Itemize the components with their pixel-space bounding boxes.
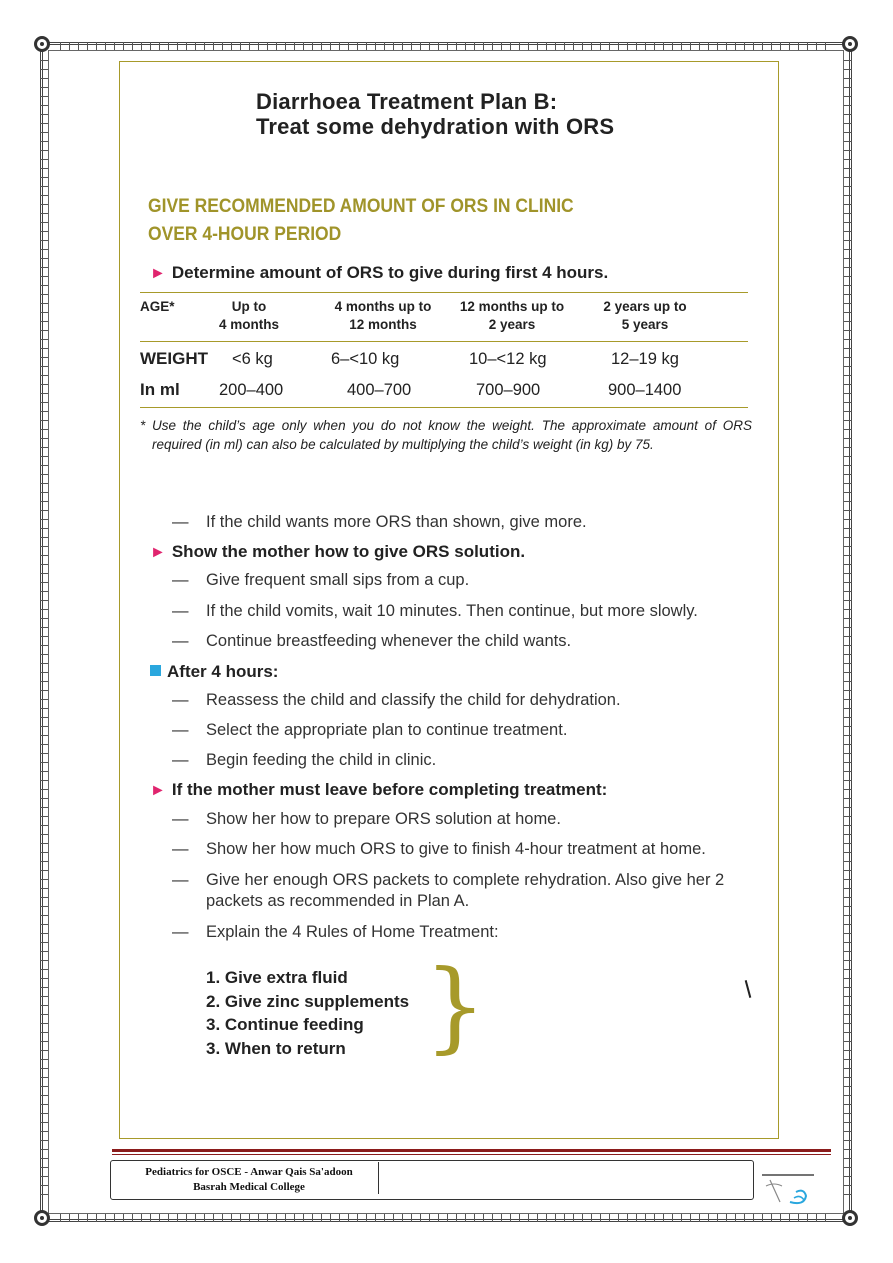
footer-rule-thin — [112, 1154, 831, 1155]
list-item-text: Begin feeding the child in clinic. — [206, 751, 437, 769]
arrow-right-icon: ► — [150, 265, 166, 282]
border-dash-right — [844, 60, 852, 1203]
header-text: 2 years — [488, 317, 536, 332]
list-item-text: Show her how to prepare ORS solution at home. — [206, 810, 561, 828]
table-header-col3 — [450, 298, 574, 334]
list-item — [172, 570, 752, 591]
list-item — [172, 631, 752, 652]
table-header-col4 — [590, 298, 700, 334]
list-item-text: If the child vomits, wait 10 minutes. Then continue, but more slowly. — [206, 602, 698, 620]
curly-brace-icon: } — [424, 950, 487, 1064]
dash-bullet: — — [172, 810, 189, 828]
rule-item: 3. When to return — [206, 1038, 346, 1058]
table-cell: 6–<10 kg — [331, 350, 400, 368]
header-text: Up to — [231, 299, 267, 314]
list-item — [172, 601, 752, 622]
row-label-weight: WEIGHT — [140, 349, 208, 368]
header-text: 12 months — [349, 317, 417, 332]
border-dash-bottom — [60, 1214, 833, 1222]
step-determine — [150, 263, 608, 283]
dash-bullet: — — [172, 840, 189, 858]
table-footnote — [140, 416, 752, 454]
section-heading-line-2: OVER 4-HOUR PERIOD — [148, 224, 342, 245]
footer-credit — [124, 1165, 374, 1195]
table-rule-bottom — [140, 407, 748, 408]
dash-bullet: — — [172, 691, 189, 709]
title-line-2: Treat some dehydration with ORS — [256, 114, 615, 139]
dash-bullet: — — [172, 751, 189, 769]
footnote-text: Use the child’s age only when you do not know the weight. The approximate amount of ORS required (in ml) can also be calculated by multiplying the child’s weight (in kg) by 75. — [152, 418, 752, 452]
corner-ornament-icon — [34, 36, 50, 52]
medical-caduceus-logo-icon — [760, 1172, 816, 1208]
table-cell: 700–900 — [476, 381, 541, 399]
step-determine-text: Determine amount of ORS to give during first 4 hours. — [171, 263, 609, 282]
dash-bullet: — — [172, 871, 189, 889]
step-show-mother-text: Show the mother how to give ORS solution. — [171, 542, 526, 561]
list-item-text: Give frequent small sips from a cup. — [206, 571, 470, 589]
table-rule-top — [140, 292, 748, 293]
list-item — [172, 750, 752, 771]
table-cell: 400–700 — [347, 381, 412, 399]
rule-item: 1. Give extra fluid — [206, 968, 348, 987]
dash-bullet: — — [172, 721, 189, 739]
dash-bullet: — — [172, 632, 189, 650]
header-text: 4 months up to — [334, 299, 432, 314]
corner-ornament-icon — [34, 1210, 50, 1226]
header-text: 4 months — [218, 317, 279, 332]
list-item — [172, 512, 752, 533]
page-title — [256, 89, 614, 139]
list-item-text: Select the appropriate plan to continue treatment. — [206, 721, 568, 739]
corner-ornament-icon — [842, 1210, 858, 1226]
footer-rule — [112, 1149, 831, 1152]
arrow-right-icon: ► — [150, 544, 166, 561]
list-item — [172, 922, 752, 943]
table-cell: 10–<12 kg — [469, 350, 547, 368]
list-item-text: Continue breastfeeding whenever the child wants. — [206, 632, 572, 650]
footnote-star: * — [140, 418, 146, 433]
step-leave-text: If the mother must leave before completing treatment: — [171, 780, 608, 799]
rule-item: 2. Give zinc supplements — [206, 991, 410, 1011]
dash-bullet: — — [172, 571, 189, 589]
header-text: AGE* — [140, 299, 175, 314]
footer-college: Basrah Medical College — [193, 1181, 305, 1193]
footer-author: Pediatrics for OSCE - Anwar Qais Sa'adoon — [145, 1166, 353, 1178]
table-cell: 12–19 kg — [611, 350, 679, 368]
table-header-col2 — [322, 298, 444, 334]
list-item-text: Give her enough ORS packets to complete rehydration. Also give her 2 packets as recommended in Plan A. — [206, 871, 725, 910]
list-item-text: Explain the 4 Rules of Home Treatment: — [206, 923, 499, 941]
table-header-col1 — [208, 298, 290, 334]
table-cell: <6 kg — [232, 350, 273, 368]
step-mother-leave — [150, 780, 607, 800]
list-item-text: If the child wants more ORS than shown, give more. — [206, 513, 587, 531]
section-heading — [148, 193, 574, 249]
after-4-hours-heading — [150, 662, 278, 682]
dash-bullet: — — [172, 513, 189, 531]
list-item — [172, 839, 752, 860]
table-cell: 900–1400 — [608, 381, 682, 399]
dash-bullet: — — [172, 602, 189, 620]
home-treatment-rules — [206, 966, 409, 1060]
corner-ornament-icon — [842, 36, 858, 52]
list-item — [172, 809, 752, 830]
table-header-age — [140, 298, 175, 316]
after-heading-text: After 4 hours: — [167, 662, 279, 681]
dash-bullet: — — [172, 923, 189, 941]
step-show-mother — [150, 542, 525, 562]
list-item — [172, 720, 752, 741]
section-heading-line-1: GIVE RECOMMENDED AMOUNT OF ORS IN CLINIC — [148, 196, 574, 217]
list-item — [172, 870, 752, 912]
list-item-text: Reassess the child and classify the child for dehydration. — [206, 691, 621, 709]
title-line-1: Diarrhoea Treatment Plan B: — [256, 89, 558, 114]
table-rule-header — [140, 341, 748, 342]
row-label-ml: In ml — [140, 380, 180, 399]
list-item-text: Show her how much ORS to give to finish 4-hour treatment at home. — [206, 840, 706, 858]
square-bullet-icon — [150, 665, 161, 676]
list-item — [172, 690, 752, 711]
footer-separator — [378, 1162, 379, 1194]
rule-item: 3. Continue feeding — [206, 1015, 364, 1034]
border-dash-left — [40, 60, 48, 1203]
header-text: 5 years — [621, 317, 669, 332]
table-cell: 200–400 — [219, 381, 284, 399]
border-dash-top — [60, 42, 833, 50]
arrow-right-icon: ► — [150, 782, 166, 799]
header-text: 2 years up to — [603, 299, 687, 314]
header-text: 12 months up to — [459, 299, 565, 314]
